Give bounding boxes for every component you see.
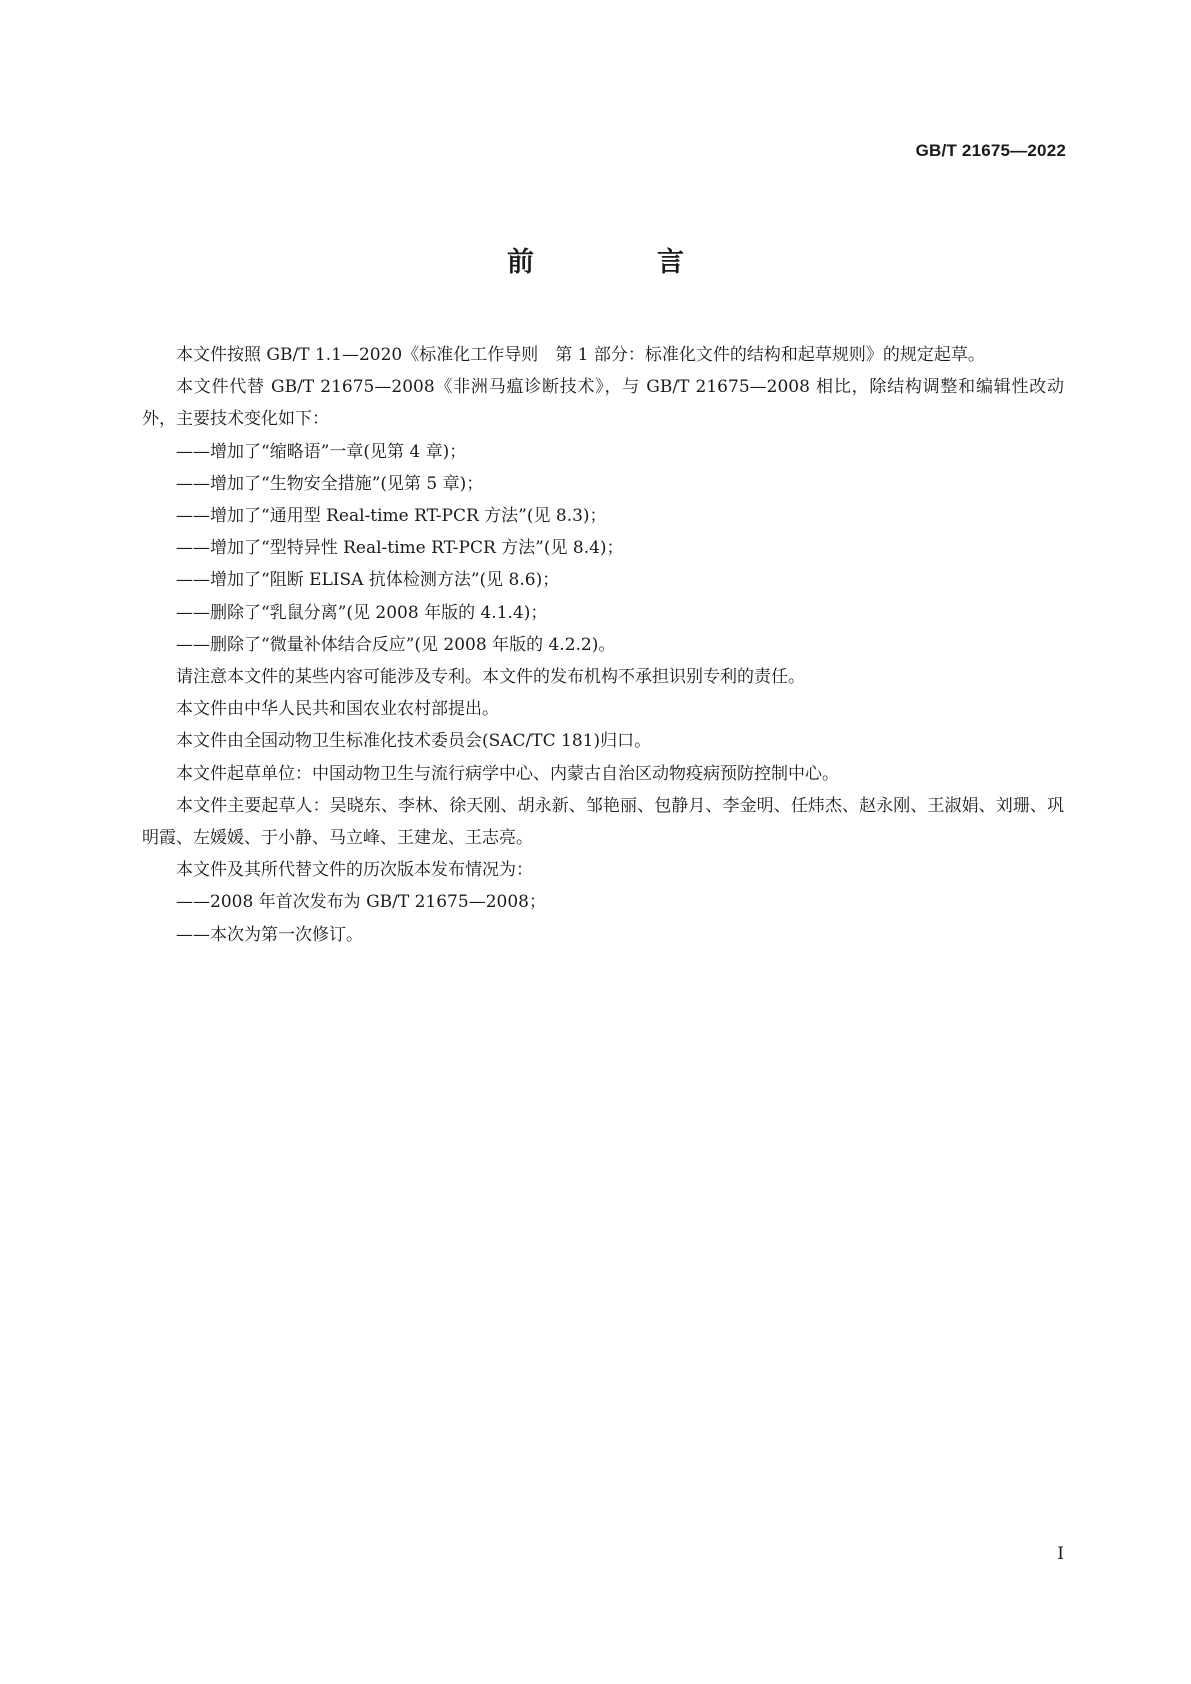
- list-item: ——删除了“乳鼠分离”(见 2008 年版的 4.1.4)；: [176, 602, 548, 623]
- page-number: I: [1057, 1544, 1064, 1564]
- paragraph-patent-notice: 请注意本文件的某些内容可能涉及专利。本文件的发布机构不承担识别专利的责任。: [176, 667, 805, 688]
- list-item: ——增加了“阻断 ELISA 抗体检测方法”(见 8.6)；: [176, 570, 560, 591]
- paragraph-committee: 本文件由全国动物卫生标准化技术委员会(SAC/TC 181)归口。: [176, 731, 652, 752]
- list-item: ——删除了“微量补体结合反应”(见 2008 年版的 4.2.2)。: [176, 634, 616, 655]
- paragraph-drafting-units: 本文件起草单位：中国动物卫生与流行病学中心、内蒙古自治区动物疫病预防控制中心。: [176, 763, 839, 784]
- standard-code: GB/T 21675—2022: [915, 141, 1066, 160]
- paragraph-drafting-rules: 本文件按照 GB/T 1.1—2020《标准化工作导则 第 1 部分：标准化文件的结构和起草规则》的规定起草。: [176, 345, 985, 365]
- paragraph-proposer: 本文件由中华人民共和国农业农村部提出。: [176, 699, 499, 720]
- list-item: ——增加了“缩略语”一章(见第 4 章)；: [176, 441, 467, 462]
- list-item: ——增加了“型特异性 Real-time RT-PCR 方法”(见 8.4)；: [176, 538, 624, 559]
- list-item: ——2008 年首次发布为 GB/T 21675—2008；: [176, 892, 546, 913]
- paragraph-drafters: 本文件主要起草人：吴晓东、李林、徐天刚、胡永新、邹艳丽、包静月、李金明、任炜杰、赵永刚、王淑娟、刘珊、巩明霞、左媛媛、于小静、马立峰、王建龙、王志亮。: [142, 795, 1064, 849]
- paragraph-version-history: 本文件及其所代替文件的历次版本发布情况为：: [176, 860, 533, 881]
- list-item: ——增加了“通用型 Real-time RT-PCR 方法”(见 8.3)；: [176, 506, 607, 527]
- document-body: [142, 339, 1064, 951]
- page-title: 前 言: [507, 247, 732, 278]
- list-item: ——本次为第一次修订。: [176, 924, 363, 945]
- list-item: ——增加了“生物安全措施”(见第 5 章)；: [176, 473, 484, 494]
- paragraph-replacement: 本文件代替 GB/T 21675—2008《非洲马瘟诊断技术》，与 GB/T 21675—2008 相比，除结构调整和编辑性改动外，主要技术变化如下：: [142, 377, 1064, 430]
